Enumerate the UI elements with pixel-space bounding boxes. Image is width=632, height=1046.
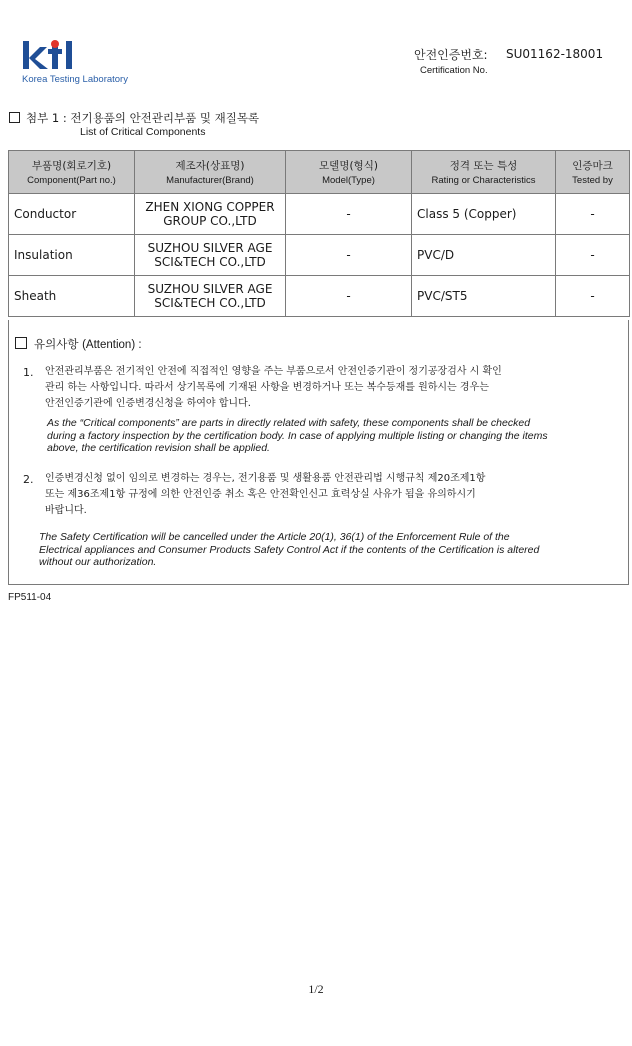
col-header-ko: 부품명(회로기호) <box>31 160 112 172</box>
note-ko-text <box>45 364 502 412</box>
ktl-logo-mark <box>22 40 78 70</box>
col-header-en: Rating or Characteristics <box>431 175 536 186</box>
col-header-component <box>9 151 135 194</box>
note-en-line: above, the certification revision shall be applied. <box>47 442 270 454</box>
attention-heading <box>15 336 142 352</box>
col-header-en: Model(Type) <box>322 175 375 186</box>
note-en-text <box>47 417 548 455</box>
cell-rating: Class 5 (Copper) <box>412 194 556 235</box>
ktl-logo <box>22 40 132 85</box>
col-header-ko: 모델명(형식) <box>319 160 378 172</box>
cell-component: Insulation <box>9 235 135 276</box>
note-ko-line: 안전관리부품은 전기적인 안전에 직접적인 영향을 주는 부품으로서 안전인증기관이 정기공장검사 시 확인 <box>45 366 502 377</box>
col-header-ko: 정격 또는 특성 <box>449 160 518 172</box>
cell-tested-by: - <box>556 194 630 235</box>
col-header-en: Manufacturer(Brand) <box>166 175 254 186</box>
cell-rating: PVC/ST5 <box>412 276 556 317</box>
critical-components-table <box>8 150 630 317</box>
cell-model: - <box>286 276 412 317</box>
attention-label-ko: 유의사항 <box>34 337 79 351</box>
checkbox-square-icon <box>15 337 27 349</box>
note-en-line: without our authorization. <box>39 556 157 568</box>
col-header-tested-by <box>556 151 630 194</box>
cell-tested-by: - <box>556 276 630 317</box>
cell-model: - <box>286 235 412 276</box>
attachment-title-en: List of Critical Components <box>80 126 206 138</box>
cert-label-en: Certification No. <box>420 65 488 76</box>
attachment-title-ko: 첨부 1 : 전기용품의 안전관리부품 및 재질목록 <box>26 111 260 125</box>
cell-manufacturer: SUZHOU SILVER AGE SCI&TECH CO.,LTD <box>135 235 286 276</box>
col-header-rating <box>412 151 556 194</box>
note-ko-line: 안전인증기관에 인증변경신청을 하여야 합니다. <box>45 398 251 409</box>
cell-manufacturer: ZHEN XIONG COPPER GROUP CO.,LTD <box>135 194 286 235</box>
col-header-ko: 인증마크 <box>572 160 613 172</box>
page-number: 1/2 <box>308 982 324 996</box>
cell-rating: PVC/D <box>412 235 556 276</box>
col-header-en: Component(Part no.) <box>27 175 116 186</box>
table-row <box>9 194 630 235</box>
table-row <box>9 276 630 317</box>
certification-number-block <box>414 46 604 76</box>
note-number: 2. <box>23 473 34 486</box>
attention-section <box>8 320 629 585</box>
note-number: 1. <box>23 366 34 379</box>
form-code: FP511-04 <box>8 592 52 603</box>
note-ko-line: 또는 제36조제1항 규정에 의한 안전인증 취소 혹은 안전확인신고 효력상실 사유가 됨을 유의하시기 <box>45 489 476 500</box>
logo-subtitle: Korea Testing Laboratory <box>22 74 128 85</box>
cell-component: Sheath <box>9 276 135 317</box>
cert-number: SU01162-18001 <box>506 47 604 61</box>
checkbox-square-icon <box>9 112 20 123</box>
note-en-line: during a factory inspection by the certification body. In case of applying multiple listing or changing the items <box>47 429 548 442</box>
note-en-text <box>39 531 539 569</box>
note-en-line: As the “Critical components” are parts in directly related with safety, these components shall be checked <box>47 417 531 429</box>
cell-model: - <box>286 194 412 235</box>
note-ko-line: 인증변경신청 없이 임의로 변경하는 경우는, 전기용품 및 생활용품 안전관리법 시행규칙 제20조제1항 <box>45 473 486 484</box>
note-ko-line: 관리 하는 사항입니다. 따라서 상기목록에 기재된 사항을 변경하거나 또는 복수등재를 원하시는 경우는 <box>45 382 489 393</box>
note-en-line: Electrical appliances and Consumer Products Safety Control Act if the contents of the Certification is altered <box>39 543 540 556</box>
note-ko-text <box>45 471 485 519</box>
note-en-line: The Safety Certification will be cancelled under the Article 20(1), 36(1) of the Enforcement Rule of the <box>39 531 510 543</box>
cell-component: Conductor <box>9 194 135 235</box>
table-header-row <box>9 151 630 194</box>
col-header-ko: 제조자(상표명) <box>175 160 245 172</box>
cell-tested-by: - <box>556 235 630 276</box>
col-header-manufacturer <box>135 151 286 194</box>
cell-manufacturer: SUZHOU SILVER AGE SCI&TECH CO.,LTD <box>135 276 286 317</box>
col-header-en: Tested by <box>572 175 613 186</box>
col-header-model <box>286 151 412 194</box>
attachment-title <box>9 110 259 126</box>
table-row <box>9 235 630 276</box>
cert-label-ko: 안전인증번호: <box>414 48 488 62</box>
attention-label-en: (Attention) : <box>82 339 142 351</box>
note-ko-line: 바랍니다. <box>45 505 87 516</box>
